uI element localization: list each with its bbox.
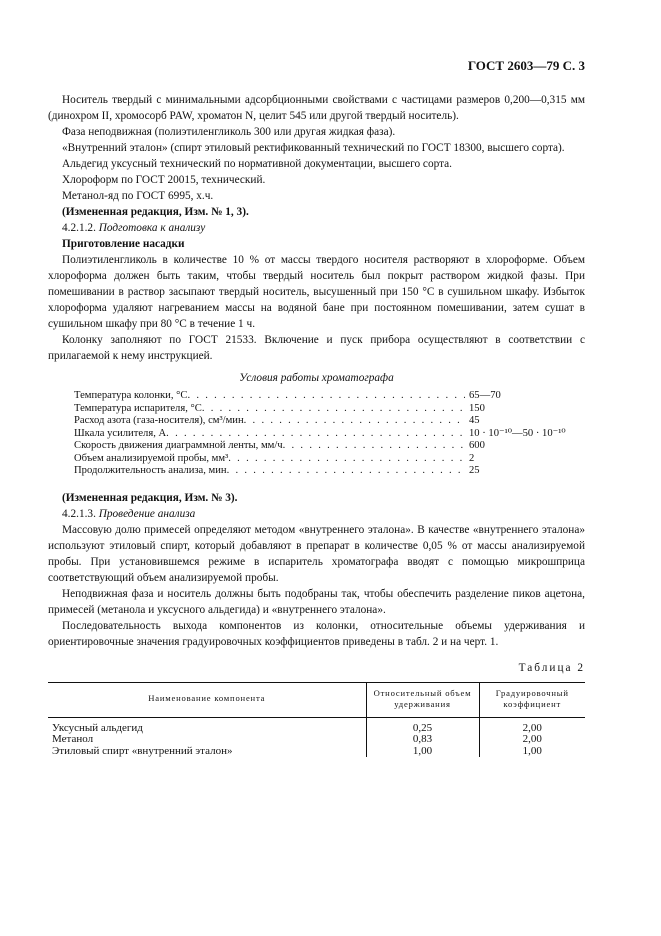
condition-row (74, 440, 579, 453)
condition-label: Объем анализируемой пробы, мм³ (74, 452, 229, 464)
condition-label: Температура испарителя, °С (74, 402, 202, 414)
condition-value: 600 (469, 440, 485, 451)
column-header-retention: Относительный объем удерживания (366, 682, 479, 717)
section-title: Подготовка к анализу (98, 222, 206, 234)
paragraph-column-fill: Колонку заполняют по ГОСТ 21533. Включение и пуск прибора осуществляют в соответствии с прилагаемой к нему инструкцией. (48, 334, 585, 362)
paragraph-separation: Неподвижная фаза и носитель должны быть подобраны так, чтобы обеспечить разделение пиков ацетона, примесей (метанола и уксусного альдегида) и «внутреннего эталона». (48, 587, 585, 616)
conditions-list (74, 390, 579, 478)
condition-row (74, 428, 579, 441)
table-cell: 0,83 (366, 734, 479, 746)
table-row (48, 746, 585, 758)
table-cell: Уксусный альдегид (52, 721, 143, 734)
page-header: ГОСТ 2603—79 С. 3 (467, 58, 585, 73)
condition-value: 45 (469, 415, 480, 426)
condition-row (74, 415, 579, 428)
paragraph-acetaldehyde: Альдегид уксусный технический по нормативной документации, высшего сорта. (62, 158, 453, 170)
table-header-row (48, 682, 585, 717)
condition-value: 25 (469, 465, 480, 476)
table-cell: Метанол (52, 733, 94, 745)
column-header-coefficient: Градуировочный коэффициент (479, 682, 585, 717)
table-cell: Этиловый спирт «внутренний эталон» (52, 744, 233, 757)
table-cell: 1,00 (366, 746, 479, 758)
paragraph-methanol: Метанол-яд по ГОСТ 6995, х.ч. (62, 190, 214, 202)
condition-label: Скорость движения диаграммной ленты, мм/ч (74, 440, 283, 451)
condition-row (74, 453, 579, 466)
paragraph-internal-standard: «Внутренний эталон» (спирт этиловый ректификованный технический по ГОСТ 18300, высшего сорта). (62, 142, 565, 154)
subheading-packing: Приготовление насадки (62, 238, 185, 250)
condition-label: Шкала усилителя, А (74, 427, 167, 439)
table-row (48, 717, 585, 734)
column-header-component: Наименование компонента (48, 682, 366, 717)
paragraph-stationary-phase: Фаза неподвижная (полиэтиленгликоль 300 или другая жидкая фаза). (62, 126, 396, 138)
condition-value: 2 (469, 452, 475, 464)
conditions-title: Условия работы хроматографа (239, 372, 394, 384)
section-4-2-1-2 (48, 220, 585, 236)
paragraph-chloroform: Хлороформ по ГОСТ 20015, технический. (62, 174, 266, 186)
revision-note-2: (Измененная редакция, Изм. № 3). (62, 491, 238, 504)
paragraph-carrier: Носитель твердый с минимальными адсорбционными свойствами с частицами размеров 0,200—0,315 мм (динохром II, хромосорб PAW, хроматон N, целит 545 или другой твердый носитель). (48, 94, 585, 122)
table-cell: 2,00 (479, 717, 585, 734)
table-2 (48, 682, 585, 758)
condition-label: Расход азота (газа-носителя), см³/мин (74, 415, 244, 426)
table-row (48, 734, 585, 746)
condition-value: 150 (469, 402, 485, 414)
condition-label: Температура колонки, °С (74, 390, 188, 401)
paragraph-packing-prep: Полиэтиленгликоль в количестве 10 % от массы твердого носителя растворяют в хлороформе. Объем хлороформа должен быть таким, чтобы твердый носитель был покрыт раствором жидкой фазы. При помешивании в раствор засыпают твердый носитель, высушенный при 150 °С в сушильном шкафу. Избыток хлороформа удаляют нагреванием массы на водяной бане при постоянном помешивании, затем сушат в сушильном шкафу при 80 °С в течение 1 ч. (48, 254, 585, 330)
paragraph-sequence: Последовательность выхода компонентов из колонки, относительные объемы удерживания и ориентировочные значения градуировочных коэффициентов приведены в табл. 2 и на черт. 1. (48, 619, 585, 648)
condition-row (74, 403, 579, 416)
document-body (48, 92, 585, 757)
condition-value: 65—70 (469, 390, 501, 401)
section-number: 4.2.1.2. (62, 222, 96, 234)
table-cell: 0,25 (366, 717, 479, 734)
condition-label: Продолжительность анализа, мин (74, 465, 227, 476)
revision-note-1: (Измененная редакция, Изм. № 1, 3). (62, 206, 249, 218)
condition-value: 10 · 10⁻¹⁰—50 · 10⁻¹⁰ (469, 427, 566, 439)
section-number: 4.2.1.3. (62, 507, 96, 520)
paragraph-method: Массовую долю примесей определяют методом «внутреннего эталона». В качестве «внутреннего эталона» используют этиловый спирт, который добавляют в препарат в количестве 0,05 % от массы анализируемой пробы. При установившемся режиме в испаритель хроматографа вводят с помощью микрошприца соответствующий объем анализируемой пробы. (48, 523, 585, 584)
table-caption: Таблица 2 (518, 661, 585, 674)
section-4-2-1-3 (48, 506, 585, 522)
condition-row (74, 390, 579, 403)
condition-row (74, 465, 579, 478)
table-cell: 1,00 (479, 746, 585, 758)
section-title: Проведение анализа (98, 507, 196, 520)
table-cell: 2,00 (479, 734, 585, 746)
